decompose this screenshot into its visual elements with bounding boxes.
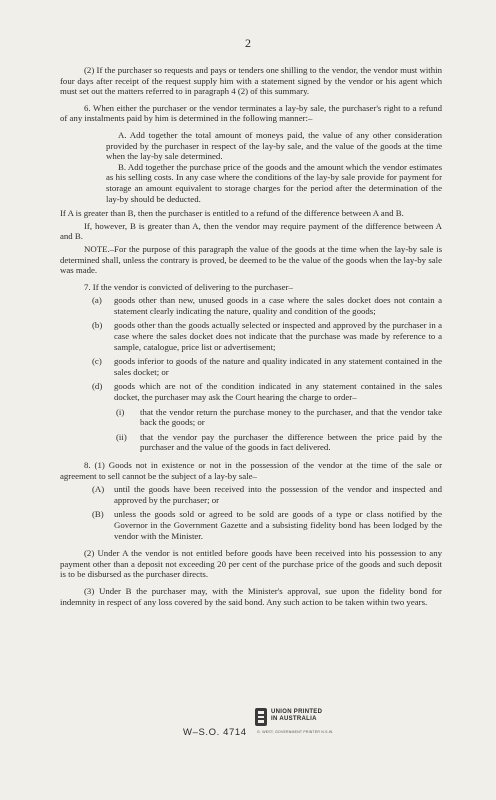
list-item-text: until the goods have been received into the possession of the vendor and inspected and approved by the purchaser; or [114,484,442,505]
stamp-line-2: IN AUSTRALIA [271,716,317,722]
condition-a-greater: If A is greater than B, then the purchaser is entitled to a refund of the difference between A and B. [60,208,404,219]
stamp-line-1: UNION PRINTED [271,709,323,715]
page-number: 2 [245,36,251,50]
calculation-a: A. Add together the total amount of moneys paid, the value of any other consideration provided by the purchaser in respect of the lay-by sale, and the value of the goods at the time when the lay-by sale determined. [106,129,442,162]
list-item-text: unless the goods sold or agreed to be sold are goods of a type or class notified by the Governor in the Government Gazette and a subsisting fidelity bond has been lodged by the vendor with the Minister. [114,509,442,541]
paragraph-6-calculations [60,130,442,204]
sub-list-item-text: that the vendor pay the purchaser the difference between the price paid by the purchaser and the value of the goods in fact delivered. [140,431,442,453]
paragraph-8-3: (3) Under B the purchaser may, with the Minister's approval, sue upon the fidelity bond for indemnity in respect of any loss covered by the said bond. Any such action to be taken within two years. [60,585,442,607]
sub-list-item [60,432,442,453]
list-item-text: goods inferior to goods of the nature and quality indicated in any statement contained in the sales docket; or [114,356,442,377]
page-footer [60,699,442,759]
list-item [60,320,442,352]
list-item-label: (B) [92,509,104,520]
list-item [60,381,442,402]
list-item-label: (c) [92,356,102,367]
calculation-b: B. Add together the purchase price of the goods and the amount which the vendor estimates as his selling costs. In any case where the conditions of the lay-by sale provide for payment for storage an amount equivalent to storage charges for the period after the determination of the lay-by should be deducted. [106,161,442,204]
sub-list-item-label: (i) [116,406,125,417]
paragraph-8-1: 8. (1) Goods not in existence or not in the possession of the vendor at the time of the sale or agreement to sell cannot be the subject of a lay-by sale– [60,460,442,481]
list-item [60,356,442,377]
list-item-label: (a) [92,295,102,306]
sub-list-item-text: that the vendor return the purchase money to the purchaser, and that the vendor take back the goods; or [140,406,442,428]
list-item [60,484,442,505]
form-reference: W–S.O. 4714 [183,727,247,738]
list-item-text: goods other than the goods actually selected or inspected and approved by the purchaser in a case where the sales docket does not indicate that the purchase was made by reference to a sample, catalogue, price list or advertisement; [114,320,442,352]
union-logo-icon [253,707,269,727]
list-item-text: goods which are not of the condition indicated in any statement contained in the sales docket, the purchaser may ask the Court hearing the charge to order– [114,381,442,403]
stamp-line-3: G. WEST, GOVERNMENT PRINTER N.S.W. [257,730,334,734]
list-item-label: (A) [92,484,105,495]
union-printed-stamp [253,705,343,745]
condition-b-greater: If, however, B is greater than A, then the vendor may require payment of the difference between A and B. [60,220,442,242]
paragraph-5-2: (2) If the purchaser so requests and pays or tenders one shilling to the vendor, the vendor must within four days after receipt of the request supply him with a statement signed by the vendor or his agent which must set out the matters referred to in paragraph 4 (2) of this summary. [60,65,442,97]
paragraph-7: 7. If the vendor is convicted of delivering to the purchaser– [84,281,293,292]
paragraph-6: 6. When either the purchaser or the vendor terminates a lay-by sale, the purchaser's right to a refund of any instalments paid by him is determined in the following manner:– [60,102,442,124]
list-item-text: goods other than new, unused goods in a case where the sales docket does not contain a statement clearly indicating the nature, quality and condition of the goods; [114,295,442,316]
paragraph-8-2: (2) Under A the vendor is not entitled before goods have been received into his possession to any payment other than a deposit not exceeding 20 per cent of the purchase price of the goods and such deposit is to be disbursed as the purchaser directs. [60,548,442,580]
document-body [60,65,442,613]
list-item [60,509,442,541]
list-item-label: (d) [92,381,103,392]
sub-list-item [60,407,442,428]
sub-list-item-label: (ii) [116,431,127,442]
list-item [60,295,442,316]
list-item-label: (b) [92,320,103,331]
paragraph-6-note: NOTE.–For the purpose of this paragraph the value of the goods at the time when the lay-by sale is determined shall, unless the contrary is proved, be deemed to be the value of the goods when the lay-by sale was made. [60,243,442,276]
